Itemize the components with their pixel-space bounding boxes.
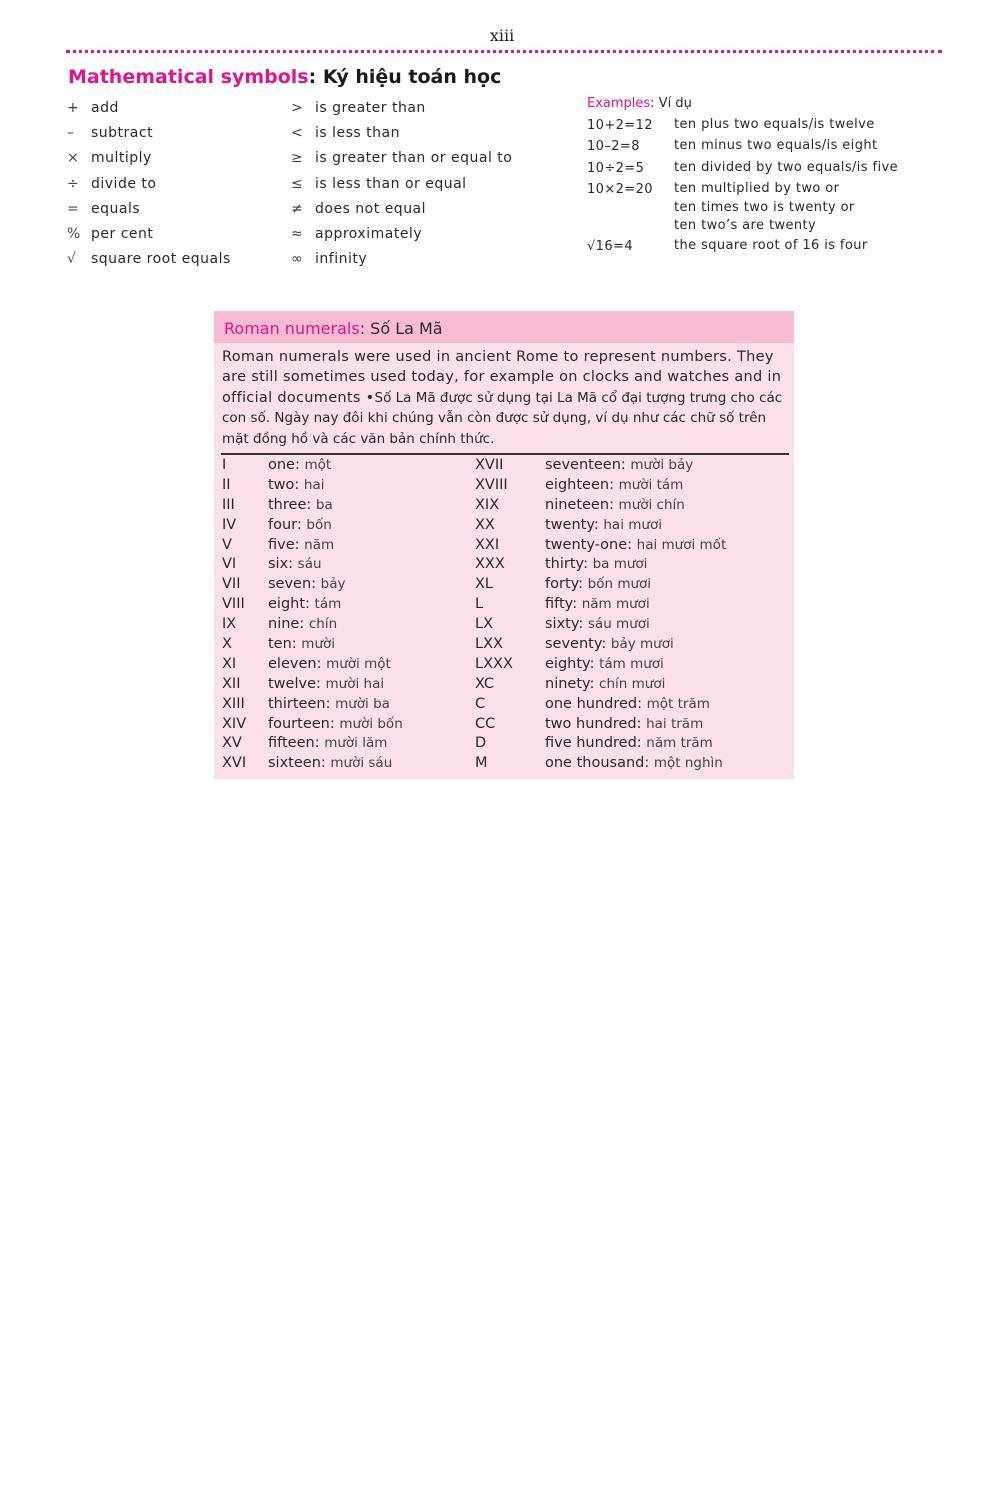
roman-numeral: XVIII <box>475 476 508 493</box>
roman-english: three <box>268 496 307 513</box>
roman-item <box>475 456 726 476</box>
example-description: ten divided by two equals/is five <box>674 159 898 175</box>
roman-numeral: VIII <box>222 596 245 613</box>
symbol-glyph: > <box>291 100 304 116</box>
symbol-item <box>291 247 512 272</box>
roman-vietnamese: năm mươi <box>581 596 650 613</box>
symbol-glyph: × <box>67 150 80 167</box>
example-row <box>587 136 937 157</box>
roman-english: nine <box>268 616 300 633</box>
roman-colon: : <box>636 735 647 752</box>
symbol-glyph: ∞ <box>291 251 304 268</box>
roman-numeral: XIV <box>222 715 247 732</box>
roman-item <box>222 615 403 635</box>
symbol-glyph: ≥ <box>291 150 304 167</box>
roman-item <box>222 456 403 476</box>
roman-numeral: XXX <box>475 556 505 573</box>
roman-vietnamese: sáu <box>297 556 322 573</box>
example-equation: 10×2=20 <box>587 182 653 198</box>
symbol-item <box>291 121 512 146</box>
symbol-glyph: = <box>67 200 80 217</box>
roman-numeral: XIII <box>222 695 245 712</box>
roman-english: seventeen <box>545 457 621 473</box>
symbol-item <box>67 247 231 272</box>
roman-colon: : <box>329 715 340 732</box>
roman-vietnamese: mười bảy <box>630 457 694 473</box>
roman-numeral: II <box>222 476 231 493</box>
title-english: Mathematical symbols <box>68 66 309 88</box>
roman-english: seven <box>268 576 312 593</box>
roman-vietnamese: mười tám <box>618 476 684 493</box>
roman-english: sixty <box>545 616 579 633</box>
roman-english: fifteen <box>268 735 315 752</box>
symbol-item <box>67 172 231 197</box>
roman-vietnamese: mười ba <box>335 695 390 712</box>
roman-item <box>475 496 726 516</box>
roman-colon: : <box>306 496 316 513</box>
roman-numeral: LXX <box>475 636 503 653</box>
roman-colon: : <box>609 476 619 493</box>
roman-colon: : <box>316 675 326 692</box>
roman-vietnamese: một nghìn <box>653 755 723 772</box>
roman-intro <box>214 343 794 449</box>
roman-english: fifty <box>545 596 573 613</box>
roman-item <box>475 595 726 615</box>
roman-english: sixteen <box>268 755 321 772</box>
symbol-item <box>67 146 231 171</box>
example-description: ten plus two equals/is twelve <box>674 117 875 132</box>
symbol-label: divide to <box>91 175 157 192</box>
symbol-item <box>67 197 231 222</box>
roman-item <box>222 635 403 655</box>
examples-list <box>587 115 937 257</box>
roman-colon: : <box>291 636 302 653</box>
roman-english: eighteen <box>545 476 610 493</box>
roman-vietnamese: chín mươi <box>599 675 666 692</box>
roman-vietnamese: bốn <box>306 516 332 533</box>
example-equation: 10÷2=5 <box>587 160 645 176</box>
roman-english: twelve <box>268 675 316 692</box>
roman-colon: : <box>636 715 647 732</box>
roman-english: fourteen <box>268 715 330 732</box>
roman-colon: : <box>294 457 305 473</box>
roman-colon: : <box>637 695 647 712</box>
roman-intro-vietnamese: Số La Mã được sử dụng tại La Mã cổ đại tượng trưng cho các con số. Ngày nay đôi khi chúng vẫn còn được sử dụng, ví dụ như các chữ số trên mặt đồng hồ và các văn bản chính thức. <box>222 389 783 447</box>
symbol-glyph: ≤ <box>291 175 304 192</box>
symbol-glyph: % <box>67 225 81 242</box>
roman-english: one <box>268 457 295 473</box>
example-equation: √16=4 <box>587 239 633 254</box>
roman-numeral: III <box>222 496 235 513</box>
symbol-label: is greater than <box>315 100 426 116</box>
roman-colon: : <box>589 675 600 692</box>
roman-vietnamese: bốn mươi <box>587 576 652 593</box>
example-row <box>587 179 937 236</box>
example-row <box>587 236 937 257</box>
roman-vietnamese: hai mươi <box>603 516 662 533</box>
roman-item <box>475 615 726 635</box>
roman-item <box>222 476 403 496</box>
symbol-glyph: ≠ <box>291 200 304 217</box>
symbol-label: is less than <box>315 125 400 142</box>
example-equation: 10+2=12 <box>587 118 653 133</box>
roman-colon: : <box>601 636 611 653</box>
roman-english: two hundred <box>545 715 637 732</box>
roman-numeral: XII <box>222 675 241 692</box>
roman-numeral: XL <box>475 576 494 593</box>
roman-numeral: L <box>475 596 484 613</box>
roman-vietnamese: ba <box>315 496 333 513</box>
examples-heading-english: Examples <box>587 96 651 111</box>
roman-vietnamese: mười lăm <box>324 735 388 752</box>
roman-english: ten <box>268 636 292 653</box>
dotted-divider <box>66 50 942 53</box>
roman-english: thirty <box>545 556 584 573</box>
symbol-glyph: ≈ <box>291 225 304 242</box>
roman-numeral: XXI <box>475 536 500 553</box>
roman-item <box>222 555 403 575</box>
symbol-glyph: < <box>291 125 304 142</box>
symbol-item <box>67 121 231 146</box>
roman-item <box>222 516 403 536</box>
title-separator: : <box>308 66 317 88</box>
roman-numeral: XC <box>475 675 495 692</box>
roman-numeral: XVI <box>222 755 247 772</box>
roman-vietnamese: bảy mươi <box>610 636 674 653</box>
roman-vietnamese: sáu mươi <box>587 616 650 633</box>
roman-english: five hundred <box>545 735 637 752</box>
roman-english: thirteen <box>268 695 326 712</box>
example-description: ten multiplied by two or ten times two is twenty or ten two’s are twenty <box>674 181 855 234</box>
roman-colon: : <box>311 576 321 593</box>
symbol-item <box>291 96 512 121</box>
roman-colon: : <box>583 556 593 573</box>
example-description: ten minus two equals/is eight <box>674 138 878 154</box>
roman-numeral: XIX <box>475 496 500 513</box>
symbols-list-middle <box>291 96 512 272</box>
roman-intro-english: Roman numerals were used in ancient Rome to represent numbers. They are still sometimes used today, for example on clocks and watches and in official documents • <box>222 349 782 406</box>
symbol-item <box>291 172 512 197</box>
roman-english: twenty-one <box>545 536 628 553</box>
roman-vietnamese: một <box>304 457 332 473</box>
roman-colon: : <box>288 556 298 573</box>
page-title <box>68 66 501 88</box>
symbol-glyph: – <box>67 125 75 142</box>
symbol-label: infinity <box>315 251 368 268</box>
roman-colon: : <box>572 596 582 613</box>
symbol-label: is greater than or equal to <box>315 150 513 167</box>
roman-colon: : <box>316 655 327 672</box>
roman-vietnamese: bảy <box>320 576 346 593</box>
roman-vietnamese: hai mươi mốt <box>636 536 727 553</box>
symbol-label: does not equal <box>315 200 427 217</box>
roman-item <box>475 734 726 754</box>
roman-item <box>222 536 403 556</box>
example-description: the square root of 16 is four <box>674 238 868 253</box>
roman-list-right <box>475 456 726 774</box>
roman-item <box>222 655 403 675</box>
symbol-label: multiply <box>91 150 152 167</box>
roman-english: one hundred <box>545 695 638 712</box>
symbol-item <box>291 222 512 247</box>
roman-item <box>475 655 726 675</box>
roman-numeral: IV <box>222 516 237 533</box>
roman-numeral: X <box>222 636 232 653</box>
roman-english: one thousand <box>545 755 645 772</box>
roman-item <box>475 695 726 715</box>
symbol-item <box>67 96 231 121</box>
roman-numerals-heading <box>214 311 794 343</box>
roman-colon: : <box>578 576 588 593</box>
symbols-list-left <box>67 96 231 272</box>
roman-colon: : <box>320 755 331 772</box>
roman-english: nineteen <box>545 496 610 513</box>
roman-numeral: XX <box>475 516 495 533</box>
roman-numeral: CC <box>475 715 496 732</box>
roman-colon: : <box>294 476 304 493</box>
example-row <box>587 115 937 136</box>
roman-vietnamese: chín <box>308 616 338 633</box>
roman-numeral: C <box>475 695 486 712</box>
roman-item <box>475 476 726 496</box>
symbol-label: approximately <box>315 225 423 242</box>
roman-vietnamese: mười hai <box>325 675 385 692</box>
roman-colon: : <box>589 655 600 672</box>
example-equation: 10–2=8 <box>587 139 640 155</box>
symbol-glyph: ÷ <box>67 175 80 192</box>
roman-item <box>222 595 403 615</box>
roman-colon: : <box>578 616 588 633</box>
roman-numeral: I <box>222 457 227 473</box>
roman-item <box>222 734 403 754</box>
roman-vietnamese: tám mươi <box>599 655 664 672</box>
roman-item <box>475 715 726 735</box>
roman-colon: : <box>644 755 654 772</box>
roman-divider <box>221 453 789 455</box>
symbol-label: subtract <box>91 125 154 142</box>
roman-english: eleven <box>268 655 317 672</box>
roman-colon: : <box>294 536 305 553</box>
roman-english: six <box>268 556 289 573</box>
roman-colon: : <box>314 735 325 752</box>
roman-english: ninety <box>545 675 590 692</box>
roman-item <box>475 675 726 695</box>
symbol-item <box>291 146 512 171</box>
roman-vietnamese: tám <box>314 596 342 613</box>
roman-heading-vietnamese: : Số La Mã <box>359 319 443 338</box>
roman-english: forty <box>545 576 579 593</box>
symbol-label: add <box>91 100 119 116</box>
roman-vietnamese: một trăm <box>646 695 710 712</box>
example-row <box>587 158 937 179</box>
roman-english: five <box>268 536 295 553</box>
roman-colon: : <box>305 596 315 613</box>
roman-item <box>475 555 726 575</box>
page-number: xiii <box>489 26 515 45</box>
roman-english: seventy <box>545 636 602 653</box>
roman-vietnamese: năm <box>304 536 335 553</box>
roman-english: eight <box>268 596 306 613</box>
roman-item <box>222 715 403 735</box>
roman-colon: : <box>609 496 619 513</box>
roman-numeral: LX <box>475 616 494 633</box>
symbol-label: equals <box>91 200 141 217</box>
roman-colon: : <box>620 457 631 473</box>
roman-item <box>222 695 403 715</box>
roman-colon: : <box>296 516 307 533</box>
roman-vietnamese: năm trăm <box>646 735 713 752</box>
roman-vietnamese: hai <box>303 476 325 493</box>
roman-vietnamese: mười một <box>326 655 391 672</box>
roman-colon: : <box>325 695 336 712</box>
roman-english: twenty <box>545 516 594 533</box>
roman-colon: : <box>627 536 637 553</box>
roman-item <box>475 635 726 655</box>
roman-item <box>475 516 726 536</box>
roman-vietnamese: mười sáu <box>330 755 393 772</box>
symbol-glyph: + <box>67 100 80 116</box>
roman-numerals-box <box>214 311 794 779</box>
roman-colon: : <box>593 516 604 533</box>
roman-numeral: VI <box>222 556 237 573</box>
roman-vietnamese: mười bốn <box>339 715 403 732</box>
roman-numeral: M <box>475 755 488 772</box>
roman-numeral: V <box>222 536 232 553</box>
title-vietnamese: Ký hiệu toán học <box>316 66 502 88</box>
symbol-label: per cent <box>91 225 154 242</box>
roman-vietnamese: mười chín <box>618 496 685 513</box>
roman-item <box>222 675 403 695</box>
roman-english: two <box>268 476 295 493</box>
roman-numeral: XVII <box>475 457 504 473</box>
roman-heading-english: Roman numerals <box>224 319 360 338</box>
roman-numeral: XV <box>222 735 242 752</box>
symbol-item <box>67 222 231 247</box>
symbol-label: square root equals <box>91 251 231 268</box>
symbol-glyph: √ <box>67 251 77 268</box>
roman-item <box>222 754 403 774</box>
examples-heading <box>587 93 937 115</box>
roman-colon: : <box>299 616 309 633</box>
examples-section <box>587 93 937 257</box>
roman-list-left <box>222 456 403 774</box>
symbol-label: is less than or equal <box>315 175 467 192</box>
roman-numeral: VII <box>222 576 241 593</box>
roman-item <box>475 754 726 774</box>
roman-item <box>222 575 403 595</box>
symbol-item <box>291 197 512 222</box>
roman-item <box>475 575 726 595</box>
examples-heading-vietnamese: : Ví dụ <box>650 96 692 111</box>
roman-item <box>222 496 403 516</box>
roman-vietnamese: hai trăm <box>646 715 704 732</box>
roman-numeral: XI <box>222 655 237 672</box>
roman-vietnamese: ba mươi <box>592 556 648 573</box>
roman-numeral: LXXX <box>475 655 513 672</box>
roman-item <box>475 536 726 556</box>
roman-numeral: IX <box>222 616 237 633</box>
roman-vietnamese: mười <box>301 636 336 653</box>
roman-english: four <box>268 516 297 533</box>
roman-numeral: D <box>475 735 487 752</box>
roman-english: eighty <box>545 655 590 672</box>
